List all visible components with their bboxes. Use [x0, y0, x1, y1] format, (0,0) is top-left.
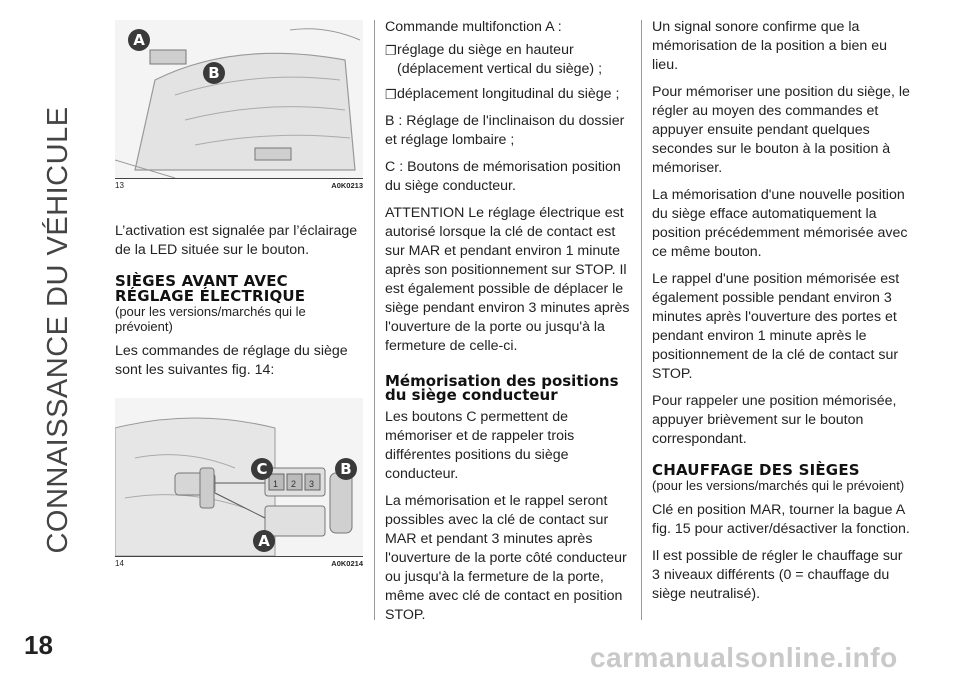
- checkbox-bullet-icon: ❐: [385, 87, 397, 102]
- column-2: [385, 18, 630, 633]
- memory-button-2: 2: [291, 479, 297, 489]
- section-subtitle: (pour les versions/marchés qui le prévoient): [652, 478, 905, 493]
- watermark: carmanualsonline.info: [590, 642, 898, 673]
- figure-caption: [115, 178, 363, 190]
- column-1: [115, 222, 363, 388]
- paragraph: Commande multifonction A :: [385, 19, 562, 35]
- figure-14: [115, 398, 363, 568]
- column-divider: [641, 20, 642, 620]
- bullet-item: [385, 85, 630, 104]
- figure-number: 14: [115, 559, 124, 568]
- checkbox-bullet-icon: ❐: [385, 43, 397, 58]
- seat-side-illustration: [115, 20, 363, 178]
- column-3: [652, 18, 914, 612]
- figure-number: 13: [115, 181, 124, 190]
- bullet-item: [385, 41, 630, 79]
- section-side-title: CONNAISSANCE DU VÉHICULE: [42, 106, 74, 554]
- memory-button-1: 1: [273, 479, 279, 489]
- section-subtitle: (pour les versions/marchés qui le prévoient): [115, 304, 306, 334]
- paragraph: Clé en position MAR, tourner la bague A fig. 15 pour activer/désactiver la fonction.: [652, 502, 910, 537]
- page-number: 18: [24, 630, 53, 660]
- paragraph: Le rappel d'une position mémorisée est également possible pendant environ 3 minutes après l'ouverture des portes et pendant environ 1 minute après le positionnement de la clé de contact sur STOP.: [652, 271, 900, 382]
- paragraph: Pour mémoriser une position du siège, le régler au moyen des commandes et appuyer ensuite pendant quelques secondes sur le bouton à la position à mémoriser.: [652, 84, 910, 176]
- paragraph: Pour rappeler une position mémorisée, appuyer brièvement sur le bouton correspondant.: [652, 393, 897, 447]
- subsection-heading: Mémorisation des positions du siège conducteur: [385, 372, 619, 404]
- figure-code: A0K0213: [331, 181, 363, 190]
- section-heading: SIÈGES AVANT AVEC RÉGLAGE ÉLECTRIQUE: [115, 272, 306, 305]
- paragraph: L’activation est signalée par l’éclairage de la LED située sur le bouton.: [115, 223, 358, 258]
- paragraph: La mémorisation d'une nouvelle position du siège efface automatiquement la position précédemment mémorisée avec ce même bouton.: [652, 187, 908, 260]
- paragraph: Un signal sonore confirme que la mémorisation de la position a bien eu lieu.: [652, 19, 888, 73]
- marker-c: C: [251, 458, 273, 480]
- column-divider: [374, 20, 375, 620]
- memory-button-3: 3: [309, 479, 315, 489]
- paragraph: C : Boutons de mémorisation position du siège conducteur.: [385, 159, 621, 194]
- bullet-text: réglage du siège en hauteur (déplacement vertical du siège) ;: [397, 42, 603, 77]
- attention-paragraph: ATTENTION Le réglage électrique est autorisé lorsque la clé de contact est sur MAR et pendant environ 1 minute après son positionnement sur STOP. Il est également possible de déplacer le siège pendant environ 3 minutes après l'ouverture de la porte ou jusqu'à la fermeture de celle-ci.: [385, 205, 630, 354]
- marker-a: A: [253, 530, 275, 552]
- figure-13: [115, 20, 363, 190]
- figure-code: A0K0214: [331, 559, 363, 568]
- figure-caption: [115, 556, 363, 568]
- paragraph: B : Réglage de l'inclinaison du dossier et réglage lombaire ;: [385, 113, 625, 148]
- marker-a: A: [128, 29, 150, 51]
- marker-b: B: [335, 458, 357, 480]
- paragraph: Il est possible de régler le chauffage sur 3 niveaux différents (0 = chauffage du siège neutralisé).: [652, 548, 903, 602]
- paragraph: La mémorisation et le rappel seront possibles avec la clé de contact sur MAR et pendant 3 minutes après l'ouverture de la porte côté conducteur ou jusqu'à la fermeture de la porte, même avec clé de contact en position STOP.: [385, 493, 627, 623]
- section-heading: CHAUFFAGE DES SIÈGES: [652, 461, 860, 479]
- seat-controls-illustration: [115, 398, 363, 556]
- paragraph: Les commandes de réglage du siège sont les suivantes fig. 14:: [115, 343, 348, 378]
- paragraph: Les boutons C permettent de mémoriser et de rappeler trois différentes positions du siège conducteur.: [385, 409, 575, 482]
- bullet-text: déplacement longitudinal du siège ;: [397, 86, 620, 102]
- marker-b: B: [203, 62, 225, 84]
